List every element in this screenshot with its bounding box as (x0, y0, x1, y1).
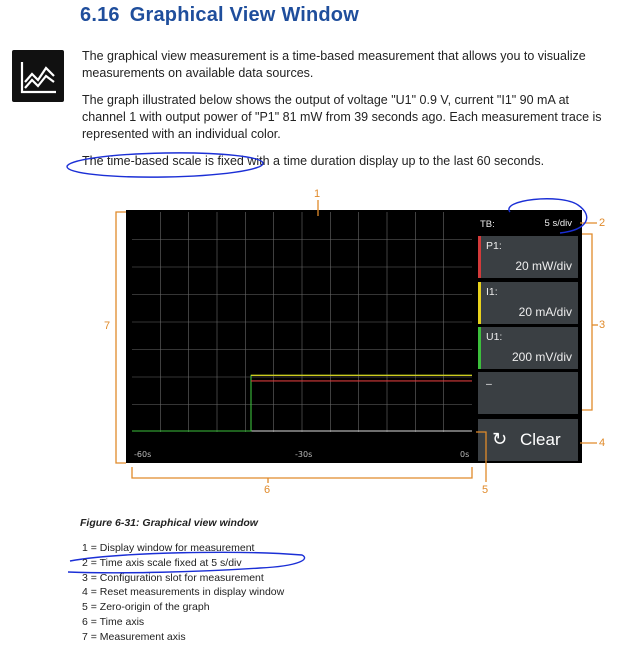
legend-item: 1 = Display window for measurement (82, 542, 255, 554)
callout-number: 6 (264, 484, 271, 496)
timebase-value: 5 s/div (544, 218, 572, 229)
callout-number: 1 (314, 188, 321, 200)
clear-label: Clear (520, 430, 561, 449)
legend-item: 5 = Zero-origin of the graph (82, 601, 210, 614)
legend-item: 7 = Measurement axis (82, 630, 186, 643)
figure-caption: Figure 6-31: Graphical view window (80, 517, 258, 529)
slot-scale: 20 mW/div (515, 259, 572, 273)
slot-name: U1: (486, 331, 503, 343)
slot-name: I1: (486, 286, 498, 298)
section-title: Graphical View Window (129, 4, 359, 26)
legend-item: 4 = Reset measurements in display window (82, 586, 285, 599)
time-tick-label: -30s (295, 450, 313, 459)
graph-description-paragraph: The graph illustrated below shows the output of voltage "U1" 0.9 V, current "I1" 90 mA at channel 1 with output power of "P1" 81 mW from 39 seconds ago. Each measurement trace is represented with an individual color. (82, 93, 602, 141)
intro-paragraph: The graphical view measurement is a time-based measurement that allows you to visualize measurements on available data sources. (82, 49, 586, 80)
time-scale-paragraph: The time-based scale is fixed with a time duration display up to the last 60 seconds. (82, 154, 545, 168)
time-tick-label: -60s (134, 450, 152, 459)
slot-scale: 200 mV/div (511, 350, 572, 364)
time-tick-label: 0s (460, 450, 470, 459)
reset-icon: ↻ (492, 429, 508, 449)
section-number: 6.16 (80, 4, 120, 26)
slot-name: P1: (486, 240, 502, 252)
callout-number: 2 (599, 217, 606, 229)
callout-number: 3 (599, 319, 606, 331)
figure-legend (82, 541, 284, 645)
slot-scale: 20 mA/div (518, 305, 572, 319)
legend-item: 3 = Configuration slot for measurement (82, 571, 264, 584)
timebase-label: TB: (480, 219, 495, 230)
slot-name: – (486, 378, 492, 390)
callout-number: 7 (104, 320, 111, 332)
callout-number: 5 (482, 484, 489, 496)
legend-item: 2 = Time axis scale fixed at 5 s/div (82, 556, 242, 569)
callout-number: 4 (599, 437, 606, 449)
legend-item: 6 = Time axis (82, 615, 145, 628)
